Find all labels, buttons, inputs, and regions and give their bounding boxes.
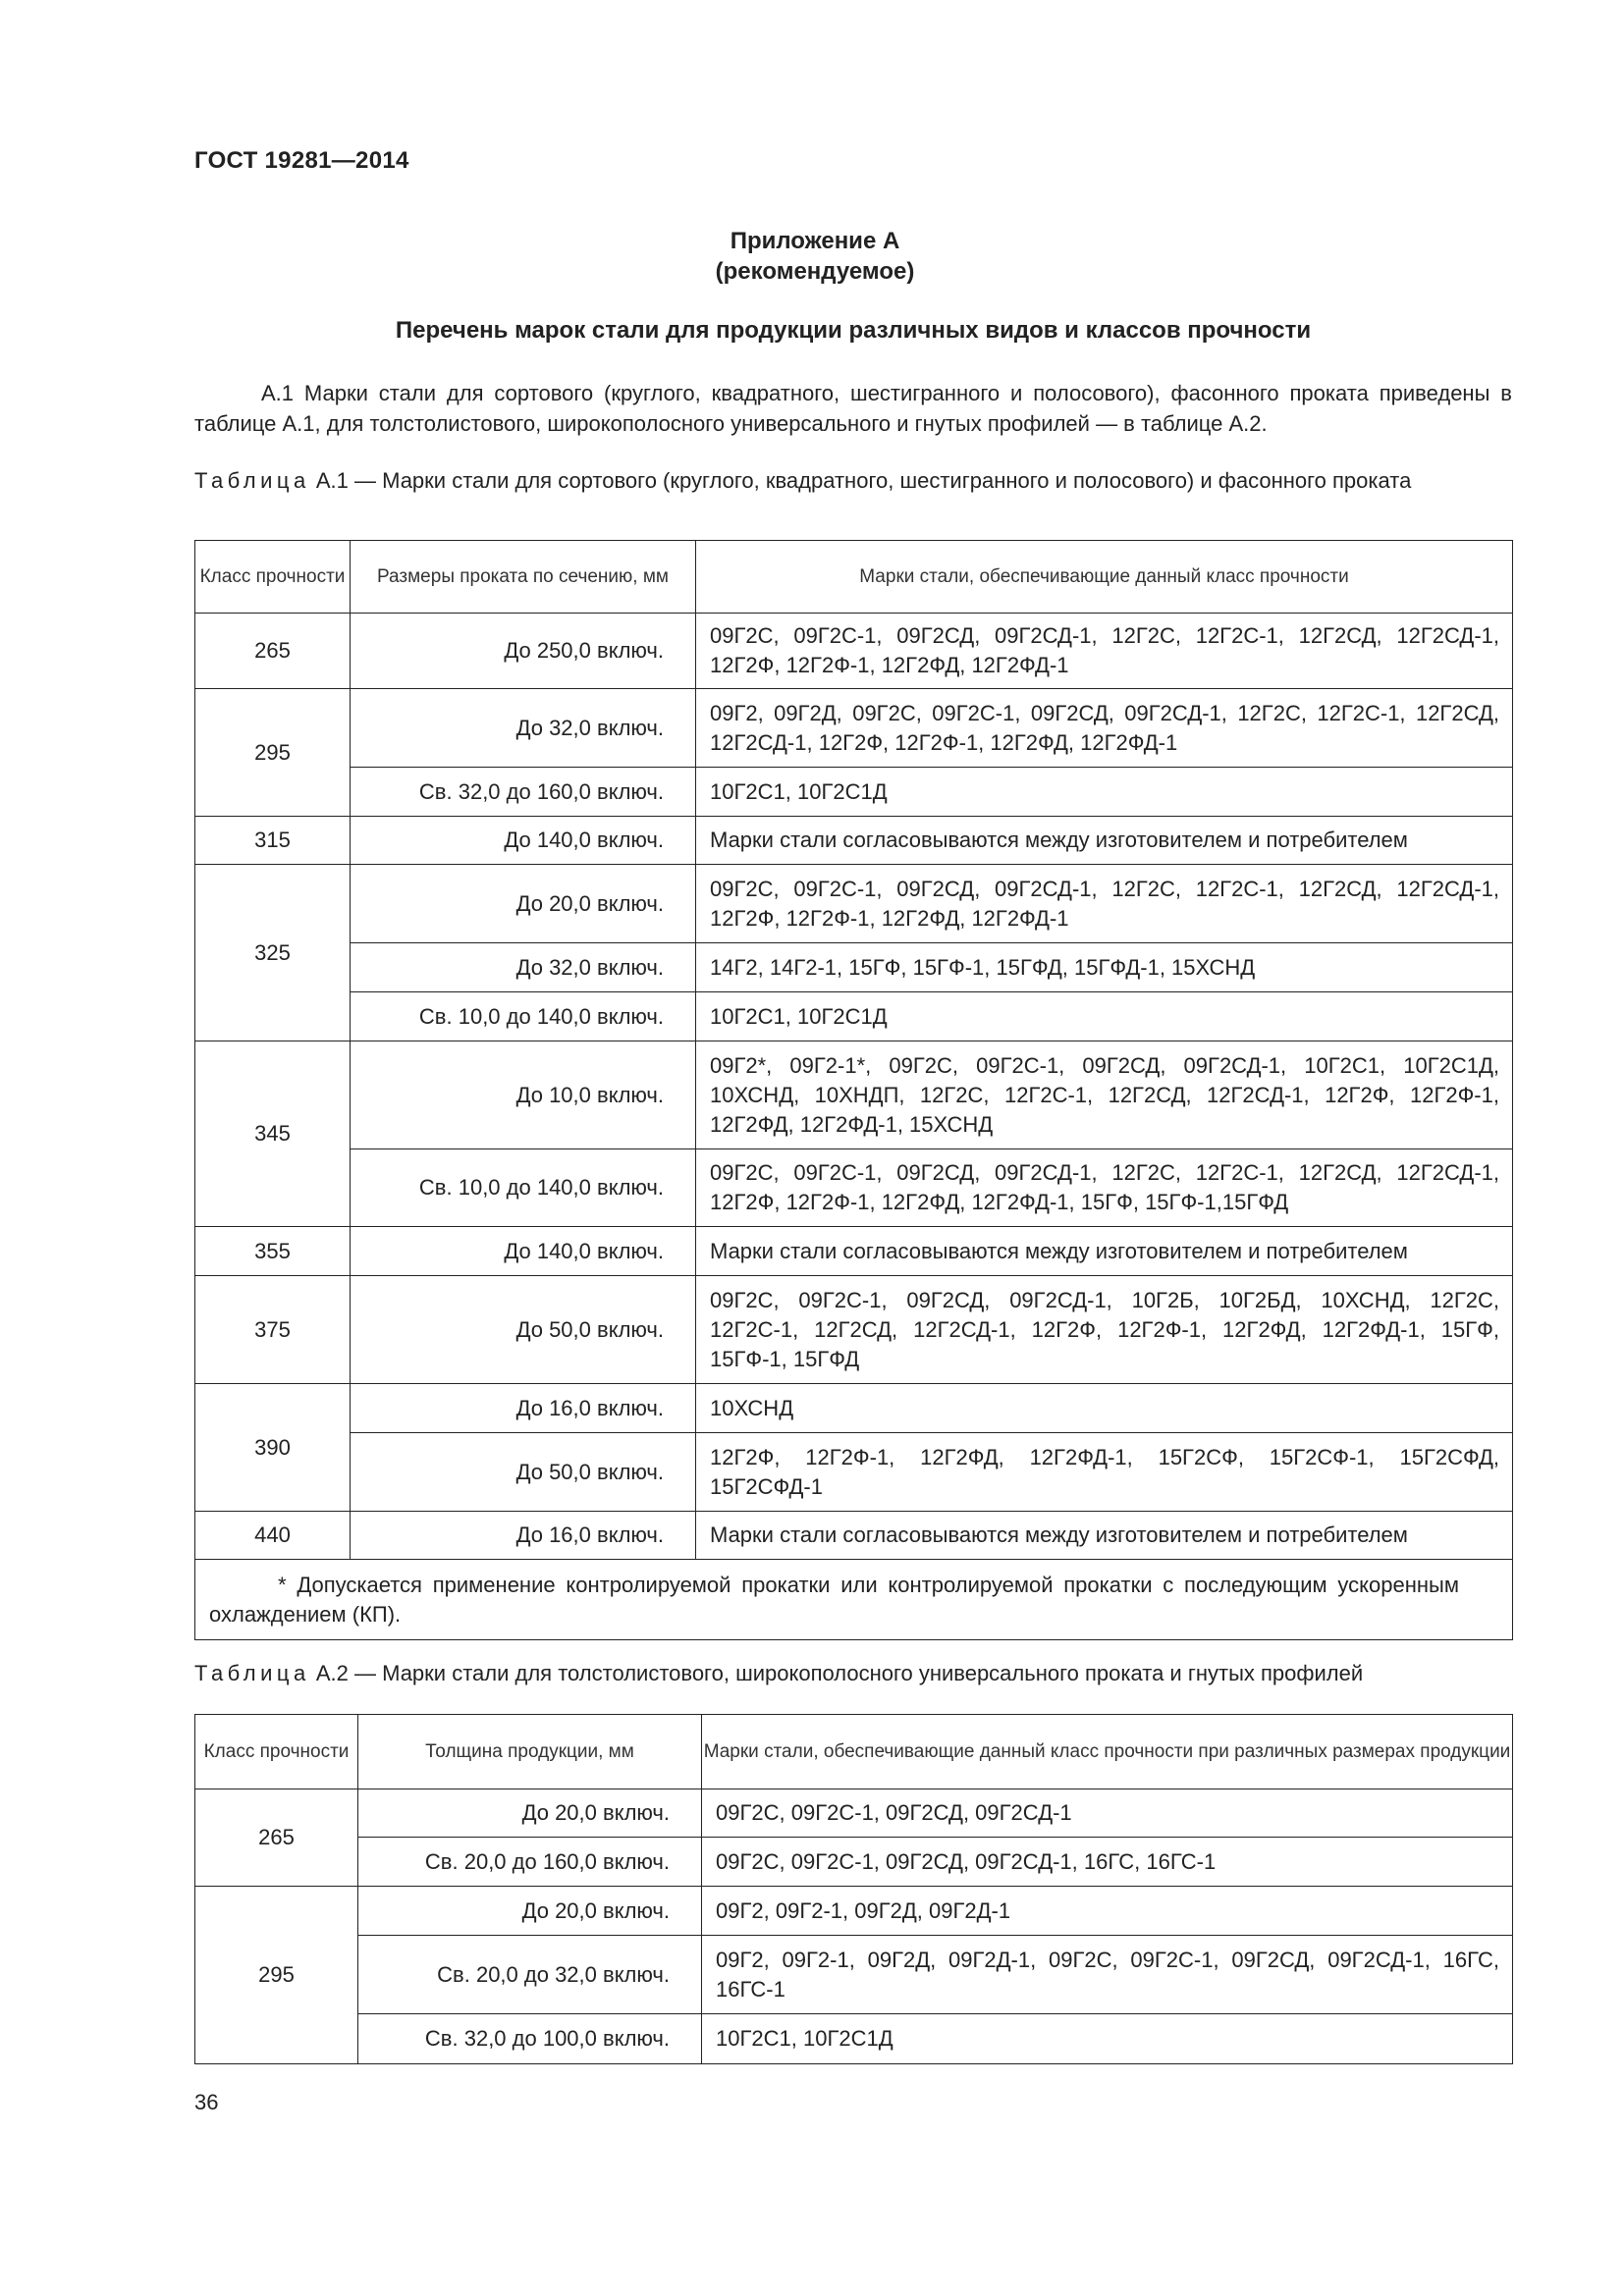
table-header-row xyxy=(195,541,1513,614)
appendix-heading xyxy=(0,226,1624,287)
table-row xyxy=(195,865,1513,943)
size-cell: До 32,0 включ. xyxy=(351,943,696,992)
grades-cell: 10Г2С1, 10Г2С1Д xyxy=(696,992,1513,1041)
table2-caption xyxy=(194,1659,1512,1688)
table1-footnote: * Допускается применение контролируемой прокатки или контролируемой прокатки с последующим ускоренным охлаждением (КП). xyxy=(195,1560,1513,1640)
header-size: Размеры проката по сечению, мм xyxy=(351,541,696,614)
class-cell: 440 xyxy=(195,1512,351,1560)
grades-cell: 09Г2С, 09Г2С-1, 09Г2СД, 09Г2СД-1, 12Г2С, 12Г2С-1, 12Г2СД, 12Г2СД-1, 12Г2Ф, 12Г2Ф-1, 12Г2ФД, 12Г2ФД-1 xyxy=(696,865,1513,943)
grades-cell: 09Г2С, 09Г2С-1, 09Г2СД, 09Г2СД-1, 10Г2Б, 10Г2БД, 10ХСНД, 12Г2С, 12Г2С-1, 12Г2СД, 12Г2СД-1, 12Г2Ф, 12Г2Ф-1, 12Г2ФД, 12Г2ФД-1, 15ГФ, 15ГФ-1, 15ГФД xyxy=(696,1276,1513,1384)
grades-cell: 09Г2С, 09Г2С-1, 09Г2СД, 09Г2СД-1, 12Г2С, 12Г2С-1, 12Г2СД, 12Г2СД-1, 12Г2Ф, 12Г2Ф-1, 12Г2ФД, 12Г2ФД-1, 15ГФ, 15ГФ-1,15ГФД xyxy=(696,1149,1513,1227)
header-class: Класс прочности xyxy=(195,541,351,614)
size-cell: До 20,0 включ. xyxy=(358,1789,702,1838)
table-row xyxy=(195,1512,1513,1560)
page-number: 36 xyxy=(194,2090,219,2114)
table-row xyxy=(195,992,1513,1041)
table1-caption-text: А.1 — Марки стали для сортового (круглого, квадратного, шестигранного и полосового) и фасонного проката xyxy=(309,468,1412,493)
size-cell: Св. 32,0 до 160,0 включ. xyxy=(351,768,696,817)
size-cell: До 140,0 включ. xyxy=(351,817,696,865)
grades-cell: 09Г2, 09Г2Д, 09Г2С, 09Г2С-1, 09Г2СД, 09Г2СД-1, 12Г2С, 12Г2С-1, 12Г2СД, 12Г2СД-1, 12Г2Ф, 12Г2Ф-1, 12Г2ФД, 12Г2ФД-1 xyxy=(696,689,1513,768)
appendix-status: (рекомендуемое) xyxy=(715,258,915,285)
class-cell: 375 xyxy=(195,1276,351,1384)
class-cell: 295 xyxy=(195,1887,358,2064)
table-row xyxy=(195,1276,1513,1384)
class-cell: 265 xyxy=(195,614,351,689)
table-row xyxy=(195,768,1513,817)
table-row xyxy=(195,817,1513,865)
table-header-row xyxy=(195,1715,1513,1789)
table2-caption-text: А.2 — Марки стали для толстолистового, широкополосного универсального проката и гнутых профилей xyxy=(309,1661,1364,1685)
grades-cell: Марки стали согласовываются между изготовителем и потребителем xyxy=(696,1512,1513,1560)
table-row xyxy=(195,1227,1513,1276)
table-row xyxy=(195,1433,1513,1512)
size-cell: Св. 10,0 до 140,0 включ. xyxy=(351,1149,696,1227)
header-grades: Марки стали, обеспечивающие данный класс прочности при различных размерах продукции xyxy=(702,1715,1513,1789)
class-cell: 390 xyxy=(195,1384,351,1512)
document-header: ГОСТ 19281—2014 xyxy=(194,147,409,174)
header-thickness: Толщина продукции, мм xyxy=(358,1715,702,1789)
size-cell: Св. 32,0 до 100,0 включ. xyxy=(358,2014,702,2064)
size-cell: До 20,0 включ. xyxy=(358,1887,702,1936)
table1-caption xyxy=(194,466,1512,496)
class-cell: 315 xyxy=(195,817,351,865)
class-cell: 295 xyxy=(195,689,351,817)
class-cell: 345 xyxy=(195,1041,351,1227)
table-row xyxy=(195,1887,1513,1936)
section-title: Перечень марок стали для продукции различных видов и классов прочности xyxy=(395,317,1312,344)
table2-caption-label: Таблица xyxy=(194,1661,310,1685)
size-cell: До 32,0 включ. xyxy=(351,689,696,768)
grades-cell: 10Г2С1, 10Г2С1Д xyxy=(696,768,1513,817)
grades-cell: 09Г2С, 09Г2С-1, 09Г2СД, 09Г2СД-1, 12Г2С, 12Г2С-1, 12Г2СД, 12Г2СД-1, 12Г2Ф, 12Г2Ф-1, 12Г2ФД, 12Г2ФД-1 xyxy=(696,614,1513,689)
class-cell: 265 xyxy=(195,1789,358,1887)
grades-cell: 12Г2Ф, 12Г2Ф-1, 12Г2ФД, 12Г2ФД-1, 15Г2СФ, 15Г2СФ-1, 15Г2СФД, 15Г2СФД-1 xyxy=(696,1433,1513,1512)
grades-cell: Марки стали согласовываются между изготовителем и потребителем xyxy=(696,1227,1513,1276)
size-cell: До 20,0 включ. xyxy=(351,865,696,943)
table-row xyxy=(195,1838,1513,1887)
intro-paragraph: А.1 Марки стали для сортового (круглого, квадратного, шестигранного и полосового), фасонного проката приведены в таблице А.1, для толстолистового, широкополосного универсального и гнутых профилей — в таблице А.2. xyxy=(194,381,1512,436)
table-row xyxy=(195,1789,1513,1838)
size-cell: До 16,0 включ. xyxy=(351,1512,696,1560)
grades-cell: 10Г2С1, 10Г2С1Д xyxy=(702,2014,1513,2064)
appendix-title: Приложение А xyxy=(730,228,900,254)
table-row xyxy=(195,2014,1513,2064)
size-cell: До 140,0 включ. xyxy=(351,1227,696,1276)
table-row xyxy=(195,1149,1513,1227)
grades-cell: 10ХСНД xyxy=(696,1384,1513,1433)
grades-cell: 09Г2, 09Г2-1, 09Г2Д, 09Г2Д-1, 09Г2С, 09Г2С-1, 09Г2СД, 09Г2СД-1, 16ГС, 16ГС-1 xyxy=(702,1936,1513,2014)
table-row xyxy=(195,689,1513,768)
table-a2 xyxy=(194,1714,1513,2064)
footnote-row xyxy=(195,1560,1513,1640)
table-row xyxy=(195,1936,1513,2014)
table-row xyxy=(195,614,1513,689)
table1-caption-label: Таблица xyxy=(194,468,310,493)
table-row xyxy=(195,1384,1513,1433)
size-cell: До 50,0 включ. xyxy=(351,1433,696,1512)
size-cell: До 50,0 включ. xyxy=(351,1276,696,1384)
table-row xyxy=(195,943,1513,992)
grades-cell: 09Г2, 09Г2-1, 09Г2Д, 09Г2Д-1 xyxy=(702,1887,1513,1936)
table-a1 xyxy=(194,540,1513,1640)
class-cell: 355 xyxy=(195,1227,351,1276)
grades-cell: Марки стали согласовываются между изготовителем и потребителем xyxy=(696,817,1513,865)
grades-cell: 09Г2С, 09Г2С-1, 09Г2СД, 09Г2СД-1, 16ГС, 16ГС-1 xyxy=(702,1838,1513,1887)
size-cell: Св. 20,0 до 160,0 включ. xyxy=(358,1838,702,1887)
size-cell: До 250,0 включ. xyxy=(351,614,696,689)
size-cell: До 16,0 включ. xyxy=(351,1384,696,1433)
grades-cell: 14Г2, 14Г2-1, 15ГФ, 15ГФ-1, 15ГФД, 15ГФД-1, 15ХСНД xyxy=(696,943,1513,992)
table-row xyxy=(195,1041,1513,1149)
header-grades: Марки стали, обеспечивающие данный класс прочности xyxy=(696,541,1513,614)
size-cell: До 10,0 включ. xyxy=(351,1041,696,1149)
class-cell: 325 xyxy=(195,865,351,1041)
size-cell: Св. 10,0 до 140,0 включ. xyxy=(351,992,696,1041)
grades-cell: 09Г2С, 09Г2С-1, 09Г2СД, 09Г2СД-1 xyxy=(702,1789,1513,1838)
grades-cell: 09Г2*, 09Г2-1*, 09Г2С, 09Г2С-1, 09Г2СД, 09Г2СД-1, 10Г2С1, 10Г2С1Д, 10ХСНД, 10ХНДП, 12Г2С, 12Г2С-1, 12Г2СД, 12Г2СД-1, 12Г2Ф, 12Г2Ф-1, 12Г2ФД, 12Г2ФД-1, 15ХСНД xyxy=(696,1041,1513,1149)
header-class: Класс прочности xyxy=(195,1715,358,1789)
size-cell: Св. 20,0 до 32,0 включ. xyxy=(358,1936,702,2014)
